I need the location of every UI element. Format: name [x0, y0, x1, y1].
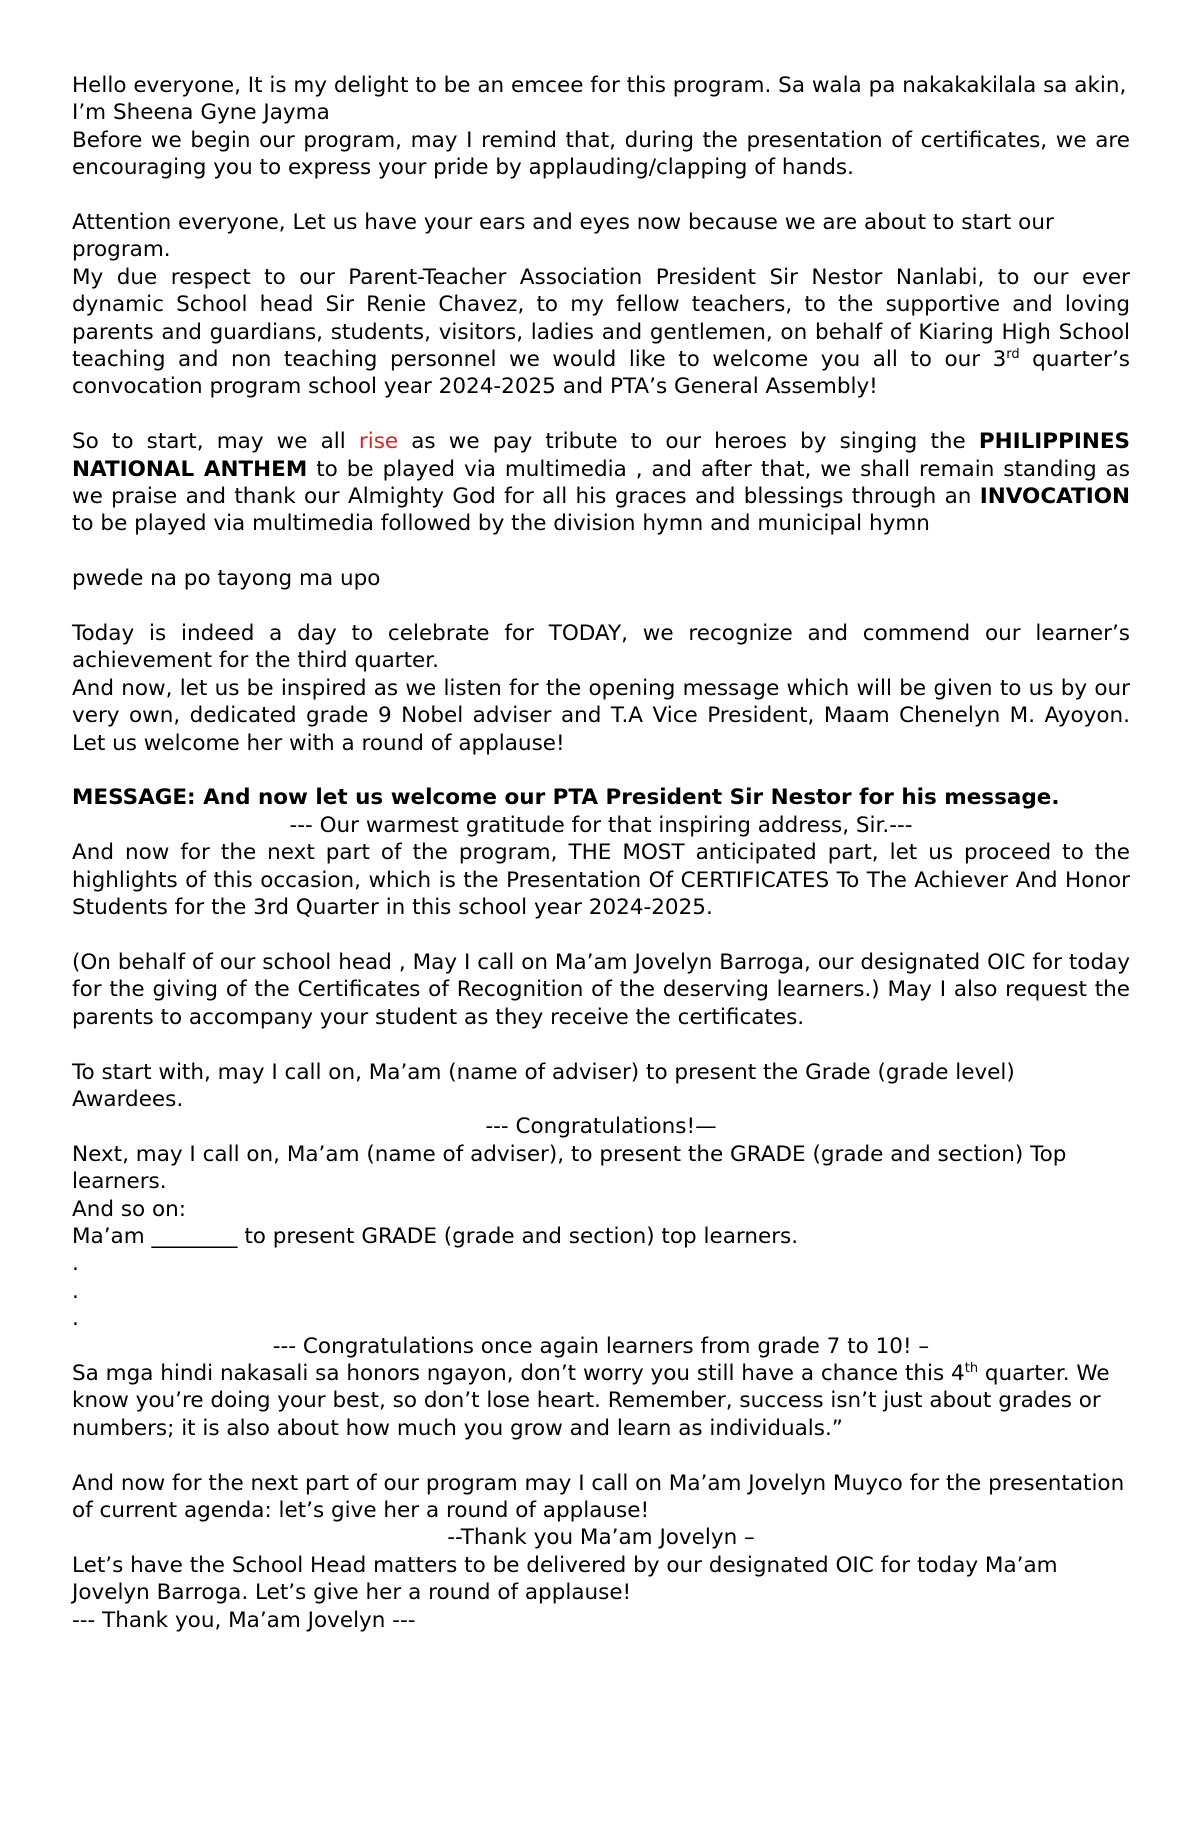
gratitude-line: --- Our warmest gratitude for that inspiring address, Sir.---	[289, 812, 913, 838]
thank-you-line: --Thank you Ma’am Jovelyn –	[447, 1525, 755, 1551]
anthem-text: So to start, may we all	[72, 429, 359, 455]
pta-message-bold: MESSAGE: And now let us welcome our PTA President Sir Nestor for his message.	[72, 785, 1060, 811]
paragraph-agenda: And now for the next part of our program may I call on Ma’am Jovelyn Muyco for the presentation of current agenda: let’s give her a round of applause!	[72, 1470, 1125, 1523]
congratulations-again-line: --- Congratulations once again learners from grade 7 to 10! –	[272, 1333, 930, 1359]
and-so-on-line: And so on:	[72, 1196, 187, 1222]
anthem-text: to be played via multimedia followed by the division hymn and municipal hymn	[72, 511, 930, 537]
ellipsis-dot: .	[72, 1251, 79, 1277]
paragraph-attention: Attention everyone, Let us have your ears and eyes now because we are about to start our program.	[72, 210, 1054, 263]
ellipsis-dot: .	[72, 1306, 79, 1332]
welcome-text-end: quarter’s convocation program school year 2024-2025 and PTA’s General Assembly!	[72, 347, 1131, 400]
paragraph-certificates: And now for the next part of the program, THE MOST anticipated part, let us proceed to the highlights of this occasion, which is the Presentation Of CERTIFICATES To The Achiever And Honor Students for the 3rd Quarter in this school year 2024-2025.	[72, 840, 1130, 921]
anthem-text: to be played via multimedia , and after that, we shall remain standing as we praise and thank our Almighty God for all his graces and blessings through an	[72, 456, 1130, 510]
paragraph-reminder: Before we begin our program, may I remind that, during the presentation of certificates, we are encouraging you to express your pride by applauding/clapping of hands.	[72, 127, 1130, 181]
ordinal-superscript: rd	[1006, 346, 1020, 362]
spacer	[72, 1031, 1130, 1058]
spacer	[72, 401, 1130, 428]
spacer	[72, 922, 1130, 949]
paragraph-anthem	[72, 428, 1130, 538]
anthem-bold: PHILIPPINES NATIONAL ANTHEM	[72, 429, 1130, 482]
paragraph-be-seated: pwede na po tayong ma upo	[72, 566, 381, 592]
encouragement-text: Sa mga hindi nakasali sa honors ngayon, don’t worry you still have a chance this 4	[72, 1360, 965, 1386]
ellipsis-dot: .	[72, 1278, 79, 1304]
closing-thank-you-line: --- Thank you, Ma’am Jovelyn ---	[72, 1607, 416, 1633]
paragraph-celebrate: Today is indeed a day to celebrate for TODAY, we recognize and commend our learner’s achievement for the third quarter.	[72, 621, 1130, 674]
encouragement-text-end: quarter. We know you’re doing your best, so don’t lose heart. Remember, success isn’t just about grades or numbers; it is also about how much you grow and learn as individuals.”	[72, 1360, 1110, 1441]
paragraph-welcome	[72, 264, 1130, 401]
anthem-text: as we pay tribute to our heroes by singing the	[398, 429, 979, 455]
invocation-bold: INVOCATION	[979, 484, 1130, 510]
spacer	[72, 757, 1130, 784]
maam-blank-line: Ma’am ________ to present GRADE (grade and section) top learners.	[72, 1223, 799, 1249]
paragraph-top-learners: Next, may I call on, Ma’am (name of adviser), to present the GRADE (grade and section) Top learners.	[72, 1141, 1067, 1195]
spacer	[72, 1442, 1130, 1469]
paragraph-encouragement	[72, 1360, 1130, 1442]
paragraph-school-head-matters: Let’s have the School Head matters to be delivered by our designated OIC for today Ma’am Jovelyn Barroga. Let’s give her a round of applause!	[72, 1552, 1058, 1606]
paragraph-opening-message: And now, let us be inspired as we listen for the opening message which will be given to us by our very own, dedicated grade 9 Nobel adviser and T.A Vice President, Maam Chenelyn M. Ayoyon. Let us welcome her with a round of applause!	[72, 675, 1130, 756]
paragraph-oic-call: (On behalf of our school head , May I call on Ma’am Jovelyn Barroga, our designated OIC for today for the giving of the Certificates of Recognition of the deserving learners.) May I also request the parents to accompany your student as they receive the certificates.	[72, 949, 1130, 1030]
congratulations-line: --- Congratulations!—	[485, 1114, 717, 1140]
spacer	[72, 593, 1130, 620]
paragraph-greeting: Hello everyone, It is my delight to be an emcee for this program. Sa wala pa nakakakilala sa akin, I’m Sheena Gyne Jayma	[72, 73, 1127, 126]
paragraph-grade-awardees: To start with, may I call on, Ma’am (name of adviser) to present the Grade (grade level) Awardees.	[72, 1059, 1015, 1112]
welcome-text: My due respect to our Parent-Teacher Association President Sir Nestor Nanlabi, to our ever dynamic School head Sir Renie Chavez, to my fellow teachers, to the supportive and loving parents and guardians, students, visitors, ladies and gentlemen, on behalf of Kiaring High School teaching and non teaching personnel we would like to welcome you all to our 3	[72, 264, 1130, 373]
rise-highlight: rise	[358, 429, 399, 455]
paragraph-pta-message	[72, 784, 1130, 811]
spacer	[72, 538, 1130, 565]
spacer	[72, 182, 1130, 209]
ordinal-superscript: th	[964, 1360, 979, 1376]
